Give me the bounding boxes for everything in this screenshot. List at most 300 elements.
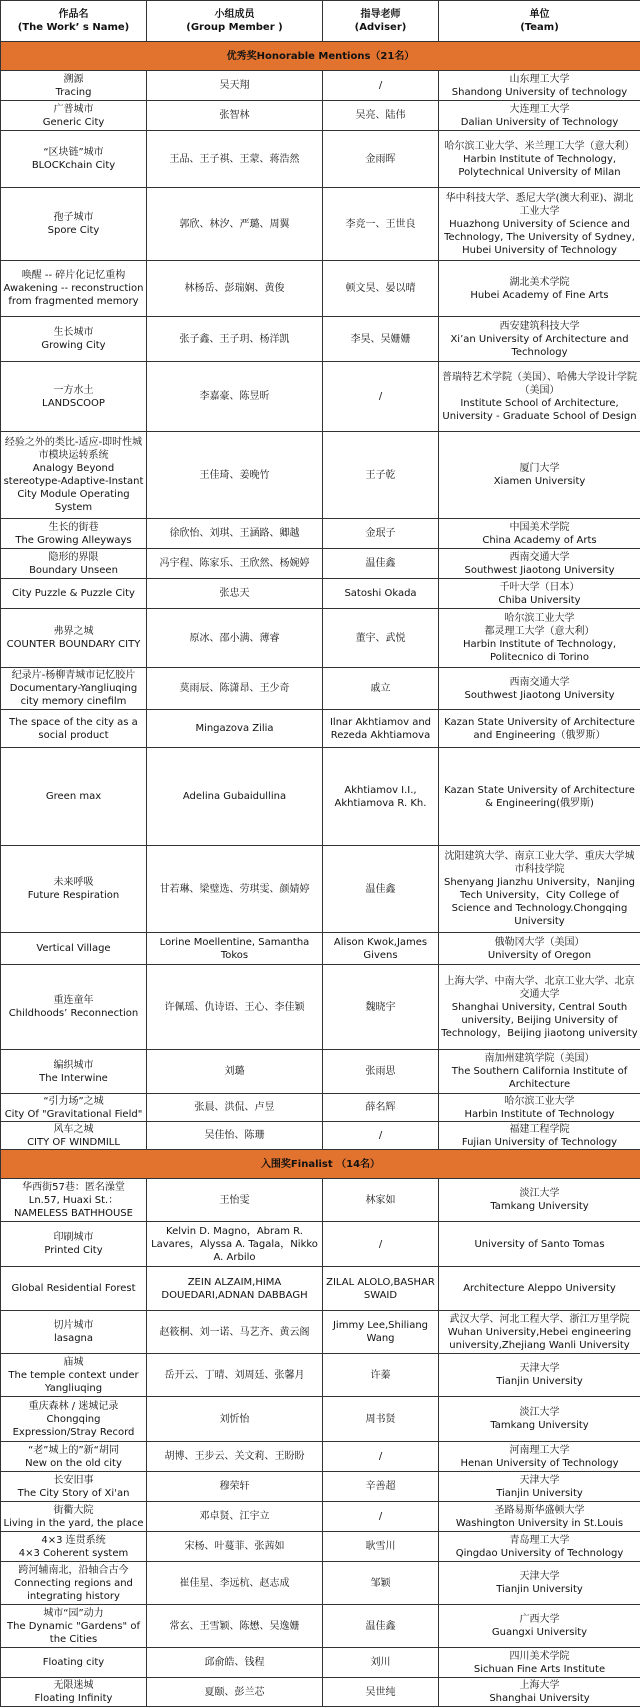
cell-group — [147, 1562, 323, 1605]
header-row — [1, 1, 640, 42]
cell-adviser — [323, 1678, 439, 1707]
cell-group — [147, 1267, 323, 1311]
table-row — [1, 362, 640, 432]
cell-group — [147, 131, 323, 188]
adviser-line: 金珉子 — [325, 527, 436, 540]
adviser-line: 李昊、吴姗姗 — [325, 333, 436, 346]
cell-group — [147, 1472, 323, 1502]
group-line: 李嘉豪、陈昱昕 — [149, 390, 320, 403]
work-line: Analogy Beyond stereotype-Adaptive-Instant City Module Operating System — [3, 462, 144, 514]
work-line: 经验之外的类比-适应-即时性城市模块运转系统 — [3, 436, 144, 462]
cell-work — [1, 261, 147, 317]
cell-group — [147, 362, 323, 432]
cell-team — [439, 579, 640, 609]
adviser-line: 金雨晖 — [325, 153, 436, 166]
adviser-line: 林家如 — [325, 1194, 436, 1207]
team-line: 天津大学 — [441, 1570, 638, 1583]
group-line: 张子鑫、王子玥、杨洋凯 — [149, 333, 320, 346]
cell-team — [439, 1354, 640, 1397]
work-line: 街衢大院 — [3, 1504, 144, 1517]
adviser-line: 耿雪川 — [325, 1540, 436, 1553]
cell-team — [439, 710, 640, 748]
cell-work — [1, 101, 147, 131]
cell-work — [1, 846, 147, 933]
cell-team — [439, 549, 640, 579]
group-line: 张忠天 — [149, 587, 320, 600]
work-line: 隐形的界限 — [3, 551, 144, 564]
cell-adviser — [323, 1311, 439, 1354]
work-line: 编织城市 — [3, 1059, 144, 1072]
cell-team — [439, 1648, 640, 1678]
adviser-line: 温佳鑫 — [325, 883, 436, 896]
work-line: Floating city — [3, 1656, 144, 1669]
adviser-line: 戚立 — [325, 682, 436, 695]
work-line: Floating Infinity — [3, 1692, 144, 1705]
team-line: Shanghai University — [441, 1692, 638, 1705]
cell-group — [147, 1311, 323, 1354]
team-line: Henan University of Technology — [441, 1457, 638, 1470]
table-row — [1, 1122, 640, 1150]
group-line: 冯宇程、陈家乐、王欣然、杨婉婷 — [149, 557, 320, 570]
work-line: LANDSCOOP — [3, 397, 144, 410]
team-line: Tianjin University — [441, 1487, 638, 1500]
team-line: Kazan State University of Architecture and Engineering（俄罗斯） — [441, 716, 638, 742]
work-line: 未来呼吸 — [3, 876, 144, 889]
adviser-line: Satoshi Okada — [325, 587, 436, 600]
cell-adviser — [323, 846, 439, 933]
cell-work — [1, 362, 147, 432]
work-line: 跨河辅南北，沿轴合古今 — [3, 1564, 144, 1577]
cell-adviser — [323, 1648, 439, 1678]
table-row — [1, 1502, 640, 1532]
table-row — [1, 1442, 640, 1472]
work-line: City Puzzle & Puzzle City — [3, 587, 144, 600]
header-line: (Team) — [441, 21, 638, 34]
cell-adviser — [323, 519, 439, 549]
team-line: Polytechnical University of Milan — [441, 166, 638, 179]
adviser-line: 吴亮、陆伟 — [325, 109, 436, 122]
cell-group — [147, 1648, 323, 1678]
table-row — [1, 1354, 640, 1397]
work-line: 重庆森林 / 迷城记录 — [3, 1400, 144, 1413]
team-line: 千叶大学（日本） — [441, 581, 638, 594]
work-line: The Dynamic "Gardens" of the Cities — [3, 1620, 144, 1646]
table-row — [1, 1605, 640, 1648]
group-line: 宋杨、叶蔓菲、张茜如 — [149, 1540, 320, 1553]
group-line: Lorine Moellentine, Samantha Tokos — [149, 936, 320, 962]
cell-work — [1, 1267, 147, 1311]
cell-adviser — [323, 1354, 439, 1397]
cell-work — [1, 1222, 147, 1267]
work-line: Ln.57, Huaxi St.：NAMELESS BATHHOUSE — [3, 1194, 144, 1220]
work-line: 印刷城市 — [3, 1231, 144, 1244]
group-line: Adelina Gubaidullina — [149, 790, 320, 803]
team-line: 哈尔滨工业大学、米兰理工大学（意大利） — [441, 140, 638, 153]
work-line: “引力场”之城 — [3, 1095, 144, 1108]
cell-team — [439, 1222, 640, 1267]
cell-adviser — [323, 1532, 439, 1562]
cell-adviser — [323, 668, 439, 710]
team-line: 湖北美术学院 — [441, 276, 638, 289]
work-line: New on the old city — [3, 1457, 144, 1470]
team-line: Tianjin University — [441, 1375, 638, 1388]
cell-team — [439, 1179, 640, 1222]
work-line: BLOCKchain City — [3, 159, 144, 172]
cell-group — [147, 1354, 323, 1397]
cell-group — [147, 1678, 323, 1707]
cell-adviser — [323, 1267, 439, 1311]
header-line: (Group Member ) — [149, 21, 320, 34]
work-line: 无限迷城 — [3, 1679, 144, 1692]
cell-adviser — [323, 1442, 439, 1472]
table-row — [1, 846, 640, 933]
cell-team — [439, 609, 640, 668]
table-row — [1, 519, 640, 549]
table-row — [1, 1267, 640, 1311]
work-line: “老”城上的”新“胡同 — [3, 1444, 144, 1457]
cell-work — [1, 1648, 147, 1678]
cell-adviser — [323, 362, 439, 432]
group-line: Kelvin D. Magno，Abram R. Lavares，Alyssa A. Tagala，Nikko A. Arbilo — [149, 1225, 320, 1264]
cell-work — [1, 549, 147, 579]
cell-adviser — [323, 1605, 439, 1648]
team-line: Sichuan Fine Arts Institute — [441, 1663, 638, 1676]
cell-team — [439, 1502, 640, 1532]
table-body — [1, 42, 640, 1707]
table-row — [1, 1472, 640, 1502]
cell-team — [439, 188, 640, 261]
team-line: Xiamen University — [441, 475, 638, 488]
group-line: 赵筱桐、刘一诺、马艺齐、黄云阁 — [149, 1326, 320, 1339]
cell-team — [439, 748, 640, 846]
cell-group — [147, 1094, 323, 1122]
group-line: 夏颐、彭兰芯 — [149, 1686, 320, 1699]
group-line: 徐欣怡、刘琪、王涵路、卿越 — [149, 527, 320, 540]
team-line: 普瑞特艺术学院（美国）、哈佛大学设计学院（美国） — [441, 371, 638, 397]
cell-adviser — [323, 1562, 439, 1605]
cell-adviser — [323, 188, 439, 261]
section-row — [1, 1150, 640, 1179]
team-line: Politecnico di Torino — [441, 651, 638, 664]
work-line: 风车之城 — [3, 1123, 144, 1136]
table-row — [1, 1678, 640, 1707]
group-line: 莫雨辰、陈潇昂、王少奇 — [149, 682, 320, 695]
cell-adviser — [323, 71, 439, 101]
adviser-line: 温佳鑫 — [325, 557, 436, 570]
work-line: The space of the city as a social product — [3, 716, 144, 742]
group-line: 吴天翔 — [149, 79, 320, 92]
cell-adviser — [323, 1179, 439, 1222]
cell-group — [147, 748, 323, 846]
cell-team — [439, 1472, 640, 1502]
team-line: Washington University in St.Louis — [441, 1517, 638, 1530]
team-line: 淡江大学 — [441, 1406, 638, 1419]
work-line: Growing City — [3, 339, 144, 352]
cell-work — [1, 1502, 147, 1532]
team-line: Shenyang Jianzhu University，Nanjing Tech University，City College of Science and Technology.Chongqing University — [441, 876, 638, 928]
table-row — [1, 71, 640, 101]
cell-adviser — [323, 609, 439, 668]
cell-work — [1, 1050, 147, 1094]
work-line: Green max — [3, 790, 144, 803]
header-line: 作品名 — [3, 8, 144, 21]
team-line: Fujian University of Technology — [441, 1136, 638, 1149]
work-line: Connecting regions and integrating history — [3, 1577, 144, 1603]
table-row — [1, 1050, 640, 1094]
cell-group — [147, 432, 323, 519]
team-line: 西南交通大学 — [441, 551, 638, 564]
cell-adviser — [323, 1050, 439, 1094]
cell-group — [147, 668, 323, 710]
group-line: 胡博、王步云、关文莉、王盼盼 — [149, 1450, 320, 1463]
team-line: 沈阳建筑大学、南京工业大学、重庆大学城市科技学院 — [441, 850, 638, 876]
group-line: 邱俞皓、钱程 — [149, 1656, 320, 1669]
cell-team — [439, 1532, 640, 1562]
work-line: 4×3 连贯系统 — [3, 1534, 144, 1547]
cell-work — [1, 1678, 147, 1707]
group-line: 岳开云、丁晴、刘周廷、张馨月 — [149, 1369, 320, 1382]
work-line: 孢子城市 — [3, 211, 144, 224]
header-line: (The Work’ s Name) — [3, 21, 144, 34]
cell-work — [1, 131, 147, 188]
cell-adviser — [323, 261, 439, 317]
adviser-line: ZILAL ALOLO,BASHAR SWAID — [325, 1276, 436, 1302]
cell-team — [439, 933, 640, 965]
cell-adviser — [323, 748, 439, 846]
cell-adviser — [323, 579, 439, 609]
table-row — [1, 317, 640, 362]
cell-adviser — [323, 432, 439, 519]
cell-group — [147, 710, 323, 748]
team-line: Harbin Institute of Technology, — [441, 638, 638, 651]
team-line: 天津大学 — [441, 1362, 638, 1375]
cell-team — [439, 261, 640, 317]
cell-team — [439, 1397, 640, 1442]
work-line: Living in the yard, the place — [3, 1517, 144, 1530]
cell-adviser — [323, 101, 439, 131]
team-line: Southwest Jiaotong University — [441, 564, 638, 577]
work-line: 生长的街巷 — [3, 521, 144, 534]
table-row — [1, 1311, 640, 1354]
group-line: 张晨、洪侃、卢昱 — [149, 1101, 320, 1114]
adviser-line: 辛善超 — [325, 1480, 436, 1493]
cell-team — [439, 668, 640, 710]
team-line: 上海大学、中南大学、北京工业大学、北京交通大学 — [441, 975, 638, 1001]
work-line: The Growing Alleyways — [3, 534, 144, 547]
cell-group — [147, 609, 323, 668]
cell-work — [1, 1311, 147, 1354]
team-line: Hubei Academy of Fine Arts — [441, 289, 638, 302]
cell-group — [147, 519, 323, 549]
col-header-group — [147, 1, 323, 42]
cell-work — [1, 1354, 147, 1397]
work-line: Future Respiration — [3, 889, 144, 902]
team-line: Kazan State University of Architecture & Engineering(俄罗斯) — [441, 784, 638, 810]
team-line: 华中科技大学、悉尼大学(澳大利亚)、湖北工业大学 — [441, 192, 638, 218]
table-row — [1, 1562, 640, 1605]
adviser-line: / — [325, 1238, 436, 1251]
cell-group — [147, 1179, 323, 1222]
group-line: 王品、王子祺、王蒙、蒋浩然 — [149, 153, 320, 166]
team-line: 西南交通大学 — [441, 676, 638, 689]
work-line: Spore City — [3, 224, 144, 237]
table-row — [1, 748, 640, 846]
group-line: 崔佳星、李远杭、赵志成 — [149, 1577, 320, 1590]
adviser-line: 吴世纯 — [325, 1686, 436, 1699]
team-line: 哈尔滨工业大学 — [441, 612, 638, 625]
adviser-line: Akhtiamov I.I., Akhtiamova R. Kh. — [325, 784, 436, 810]
team-line: Tamkang University — [441, 1200, 638, 1213]
group-line: 刘忻怡 — [149, 1413, 320, 1426]
cell-adviser — [323, 131, 439, 188]
team-line: 中国美术学院 — [441, 521, 638, 534]
cell-adviser — [323, 1094, 439, 1122]
cell-work — [1, 317, 147, 362]
team-line: Shanghai University, Central South university, Beijing University of Technology，Beijing jiaotong university — [441, 1001, 638, 1040]
team-line: 南加州建筑学院（美国） — [441, 1052, 638, 1065]
cell-work — [1, 1122, 147, 1150]
work-line: 弗界之城 — [3, 625, 144, 638]
team-line: Qingdao University of Technology — [441, 1547, 638, 1560]
work-line: 纪录片-杨柳青城市记忆胶片 — [3, 669, 144, 682]
adviser-line: / — [325, 79, 436, 92]
work-line: Documentary-Yangliuqing city memory cinefilm — [3, 682, 144, 708]
adviser-line: / — [325, 390, 436, 403]
group-line: 郭欣、林汐、严璐、周翼 — [149, 218, 320, 231]
group-line: ZEIN ALZAIM,HIMA DOUEDARI,ADNAN DABBAGH — [149, 1276, 320, 1302]
cell-work — [1, 1472, 147, 1502]
cell-adviser — [323, 1502, 439, 1532]
table-row — [1, 933, 640, 965]
cell-team — [439, 101, 640, 131]
adviser-line: 顿文昊、晏以晴 — [325, 282, 436, 295]
group-line: 许佩瑶、仇诗语、王心、李佳颖 — [149, 1001, 320, 1014]
adviser-line: 董宇、武悦 — [325, 632, 436, 645]
cell-group — [147, 1222, 323, 1267]
group-line: 穆荣轩 — [149, 1480, 320, 1493]
work-line: 溯源 — [3, 73, 144, 86]
adviser-line: / — [325, 1450, 436, 1463]
team-line: 青岛理工大学 — [441, 1534, 638, 1547]
work-line: Boundary Unseen — [3, 564, 144, 577]
adviser-line: 温佳鑫 — [325, 1620, 436, 1633]
team-line: Southwest Jiaotong University — [441, 689, 638, 702]
cell-adviser — [323, 549, 439, 579]
team-line: China Academy of Arts — [441, 534, 638, 547]
group-line: 邓卓贤、江宇立 — [149, 1510, 320, 1523]
cell-group — [147, 261, 323, 317]
team-line: Architecture Aleppo University — [441, 1282, 638, 1295]
team-line: Shandong University of technology — [441, 86, 638, 99]
team-line: Harbin Institute of Technology, — [441, 153, 638, 166]
cell-work — [1, 1397, 147, 1442]
team-line: 四川美术学院 — [441, 1650, 638, 1663]
team-line: 上海大学 — [441, 1679, 638, 1692]
cell-work — [1, 748, 147, 846]
table-row — [1, 432, 640, 519]
group-line: Mingazova Zilia — [149, 722, 320, 735]
cell-group — [147, 71, 323, 101]
adviser-line: 许蓁 — [325, 1369, 436, 1382]
cell-team — [439, 1094, 640, 1122]
cell-team — [439, 1122, 640, 1150]
work-line: Generic City — [3, 116, 144, 129]
table-row — [1, 1094, 640, 1122]
header-line: (Adviser) — [325, 21, 436, 34]
table-row — [1, 965, 640, 1050]
work-line: Printed City — [3, 1244, 144, 1257]
cell-team — [439, 1311, 640, 1354]
cell-work — [1, 519, 147, 549]
work-line: 庙城 — [3, 1356, 144, 1369]
team-line: 哈尔滨工业大学 — [441, 1095, 638, 1108]
cell-team — [439, 317, 640, 362]
cell-group — [147, 1122, 323, 1150]
cell-adviser — [323, 965, 439, 1050]
cell-team — [439, 71, 640, 101]
cell-team — [439, 1442, 640, 1472]
work-line: lasagna — [3, 1332, 144, 1345]
work-line: CITY OF WINDMILL — [3, 1136, 144, 1149]
cell-adviser — [323, 1222, 439, 1267]
cell-group — [147, 965, 323, 1050]
cell-group — [147, 1605, 323, 1648]
cell-team — [439, 965, 640, 1050]
work-line: City Of "Gravitational Field" — [3, 1108, 144, 1121]
table-row — [1, 131, 640, 188]
work-line: 唤醒 -- 碎片化记忆重构 — [3, 269, 144, 282]
cell-team — [439, 1050, 640, 1094]
group-line: 甘若琳、梁璧选、劳琪雯、颜婧婷 — [149, 883, 320, 896]
team-line: 河南理工大学 — [441, 1444, 638, 1457]
col-header-work — [1, 1, 147, 42]
team-line: 武汉大学、河北工程大学、浙江万里学院 — [441, 1313, 638, 1326]
team-line: Tianjin University — [441, 1583, 638, 1596]
section-row — [1, 42, 640, 71]
work-line: “区块链”城市 — [3, 146, 144, 159]
header-line: 小组成员 — [149, 8, 320, 21]
cell-adviser — [323, 317, 439, 362]
cell-group — [147, 101, 323, 131]
table-row — [1, 579, 640, 609]
group-line: 张智林 — [149, 109, 320, 122]
group-line: 刘璐 — [149, 1065, 320, 1078]
adviser-line: / — [325, 1129, 436, 1142]
team-line: 圣路易斯华盛顿大学 — [441, 1504, 638, 1517]
team-line: Guangxi University — [441, 1626, 638, 1639]
cell-group — [147, 1397, 323, 1442]
team-line: 厦门大学 — [441, 462, 638, 475]
cell-work — [1, 188, 147, 261]
section-title: 优秀奖Honorable Mentions（21名） — [1, 42, 640, 71]
group-line: 林杨岳、彭瑞娴、黄俊 — [149, 282, 320, 295]
work-line: 重连童年 — [3, 994, 144, 1007]
adviser-line: 魏晓宇 — [325, 1001, 436, 1014]
adviser-line: 刘川 — [325, 1656, 436, 1669]
team-line: 大连理工大学 — [441, 103, 638, 116]
table-row — [1, 1532, 640, 1562]
team-line: 山东理工大学 — [441, 73, 638, 86]
cell-group — [147, 1532, 323, 1562]
team-line: 广西大学 — [441, 1613, 638, 1626]
team-line: 天津大学 — [441, 1474, 638, 1487]
work-line: 切片城市 — [3, 1319, 144, 1332]
work-line: The temple context under Yangliuqing — [3, 1369, 144, 1395]
cell-work — [1, 579, 147, 609]
adviser-line: 邹颖 — [325, 1577, 436, 1590]
group-line: 常玄、王雪颖、陈懋、吴逸姗 — [149, 1620, 320, 1633]
adviser-line: 薛名辉 — [325, 1101, 436, 1114]
